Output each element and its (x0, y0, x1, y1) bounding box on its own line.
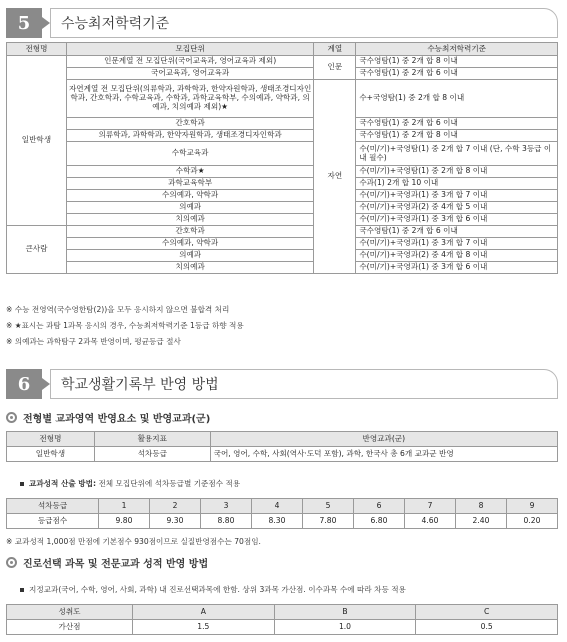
table-cell: 9.80 (99, 514, 150, 529)
table-cell: 1.5 (133, 620, 275, 635)
table-cell: 가산점 (7, 620, 133, 635)
col-header: 6 (354, 499, 405, 514)
unit-cell: 의예과 (66, 202, 314, 214)
category-cell: 인문 (314, 56, 356, 80)
unit-cell: 수학교육과 (66, 142, 314, 166)
csat-minimum-table (6, 42, 558, 274)
table-cell: 4.60 (405, 514, 456, 529)
criteria-cell: 수(미/기)+국영과(1) 중 3개 합 7 이내 (356, 238, 558, 250)
col-header: 5 (303, 499, 354, 514)
square-bullet-icon (20, 482, 24, 486)
section-5-notes (6, 302, 244, 350)
section-number: 6 (6, 369, 42, 399)
bullet-text: 전체 모집단위에 석차등급별 기준점수 적용 (98, 479, 241, 488)
col-header: 모집단위 (66, 43, 314, 56)
criteria-cell: 수과(1) 2개 합 10 이내 (356, 178, 558, 190)
unit-cell: 인문계열 전 모집단위(국어교육과, 영어교육과 제외) (66, 56, 314, 68)
criteria-cell: 국수영탐(1) 중 2개 합 6 이내 (356, 68, 558, 80)
col-header: 반영교과(군) (210, 432, 557, 447)
section-number: 5 (6, 8, 42, 38)
square-bullet-icon (20, 588, 24, 592)
bullet-line (20, 584, 406, 595)
table-cell: 8.30 (252, 514, 303, 529)
col-header: 2 (150, 499, 201, 514)
subsection-title (6, 410, 210, 425)
score-note (6, 534, 261, 550)
subsection-text: 전형별 교과영역 반영요소 및 반영교과(군) (23, 414, 211, 425)
col-header: 3 (201, 499, 252, 514)
note-line: ※ ★표시는 과탐 1과목 응시의 경우, 수능최저학력기준 1등급 하향 적용 (6, 321, 244, 330)
criteria-cell: 수(미/기)+국영과(1) 중 3개 합 6 이내 (356, 262, 558, 274)
note-line: ※ 의예과는 과학탐구 2과목 반영이며, 평균등급 절사 (6, 337, 181, 346)
col-header: B (274, 605, 416, 620)
section-5-header (6, 8, 558, 38)
subject-reflection-table (6, 431, 558, 462)
section-title-text: 학교생활기록부 반영 방법 (61, 377, 219, 393)
unit-cell: 간호학과 (66, 226, 314, 238)
criteria-cell: 수(미/기)+국영탐(1) 중 2개 합 7 이내 (단, 수학 3등급 이내 필수) (356, 142, 558, 166)
circle-bullet-icon (6, 557, 17, 568)
col-header: 활용지표 (94, 432, 210, 447)
unit-cell: 국어교육과, 영어교육과 (66, 68, 314, 80)
col-header: 4 (252, 499, 303, 514)
table-cell: 0.20 (507, 514, 558, 529)
unit-cell: 수의예과, 약학과 (66, 190, 314, 202)
col-header: 전형명 (7, 43, 67, 56)
table-cell: 1.0 (274, 620, 416, 635)
circle-bullet-icon (6, 412, 17, 423)
section-title (50, 8, 558, 38)
unit-cell: 자연계열 전 모집단위(의류학과, 과학학과, 한약자원학과, 생태조경디자인학과, 간호학과, 수학교육과, 수학과, 과학교육학부, 수의예과, 약학과, 의예과, 치의예과 제외)★ (66, 80, 314, 118)
note-line: ※ 수능 전영역(국수영한탐(2))을 모두 응시하지 않으면 불합격 처리 (6, 305, 230, 314)
bullet-text: 지정교과(국어, 수학, 영어, 사회, 과학) 내 진로선택과목에 한함. 상위 3과목 가산점. 이수과목 수에 따라 차등 적용 (29, 585, 406, 594)
unit-cell: 치의예과 (66, 262, 314, 274)
achievement-bonus-table (6, 604, 558, 635)
unit-cell: 수의예과, 약학과 (66, 238, 314, 250)
criteria-cell: 국수영탐(1) 중 2개 합 8 이내 (356, 130, 558, 142)
criteria-cell: 수(미/기)+국영과(1) 중 3개 합 6 이내 (356, 214, 558, 226)
bullet-line (20, 478, 240, 489)
col-header: 8 (456, 499, 507, 514)
table-cell: 2.40 (456, 514, 507, 529)
table-cell: 7.80 (303, 514, 354, 529)
col-header: 전형명 (7, 432, 95, 447)
criteria-cell: 수(미/기)+국영과(2) 중 4개 합 5 이내 (356, 202, 558, 214)
subsection-title (6, 555, 208, 570)
criteria-cell: 국수영탐(1) 중 2개 합 6 이내 (356, 118, 558, 130)
section-title (50, 369, 558, 399)
bullet-bold: 교과성적 산출 방법: (29, 479, 97, 488)
criteria-cell: 국수영탐(1) 중 2개 합 8 이내 (356, 56, 558, 68)
note-line: ※ 교과성적 1,000점 만점에 기본점수 930점이므로 실질반영점수는 70점임. (6, 537, 261, 546)
table-cell: 일반학생 (7, 447, 95, 462)
subsection-text: 진로선택 과목 및 전문교과 성적 반영 방법 (23, 559, 209, 570)
criteria-cell: 수+국영탐(1) 중 2개 합 8 이내 (356, 80, 558, 118)
section-6-header (6, 369, 558, 399)
col-header: 9 (507, 499, 558, 514)
table-cell: 석차등급 (94, 447, 210, 462)
table-cell: 등급점수 (7, 514, 99, 529)
table-cell: 6.80 (354, 514, 405, 529)
criteria-cell: 수(미/기)+국영탐(1) 중 2개 합 8 이내 (356, 166, 558, 178)
track-cell: 큰사람 (7, 226, 67, 274)
col-header: 수능최저학력기준 (356, 43, 558, 56)
criteria-cell: 국수영탐(1) 중 2개 합 6 이내 (356, 226, 558, 238)
col-header: 석차등급 (7, 499, 99, 514)
unit-cell: 수학과★ (66, 166, 314, 178)
category-cell: 자연 (314, 80, 356, 274)
table-cell: 0.5 (416, 620, 558, 635)
unit-cell: 의예과 (66, 250, 314, 262)
table-cell: 국어, 영어, 수학, 사회(역사·도덕 포함), 과학, 한국사 총 6개 교과군 반영 (210, 447, 557, 462)
col-header: C (416, 605, 558, 620)
section-title-text: 수능최저학력기준 (61, 16, 170, 32)
col-header: 1 (99, 499, 150, 514)
col-header: 계열 (314, 43, 356, 56)
table-cell: 8.80 (201, 514, 252, 529)
unit-cell: 치의예과 (66, 214, 314, 226)
criteria-cell: 수(미/기)+국영과(2) 중 4개 합 8 이내 (356, 250, 558, 262)
criteria-cell: 수(미/기)+국영과(1) 중 3개 합 7 이내 (356, 190, 558, 202)
grade-score-table (6, 498, 558, 529)
unit-cell: 간호학과 (66, 118, 314, 130)
col-header: 성취도 (7, 605, 133, 620)
unit-cell: 의류학과, 과학학과, 한약자원학과, 생태조경디자인학과 (66, 130, 314, 142)
unit-cell: 과학교육학부 (66, 178, 314, 190)
col-header: 7 (405, 499, 456, 514)
track-cell: 일반학생 (7, 56, 67, 226)
table-cell: 9.30 (150, 514, 201, 529)
col-header: A (133, 605, 275, 620)
